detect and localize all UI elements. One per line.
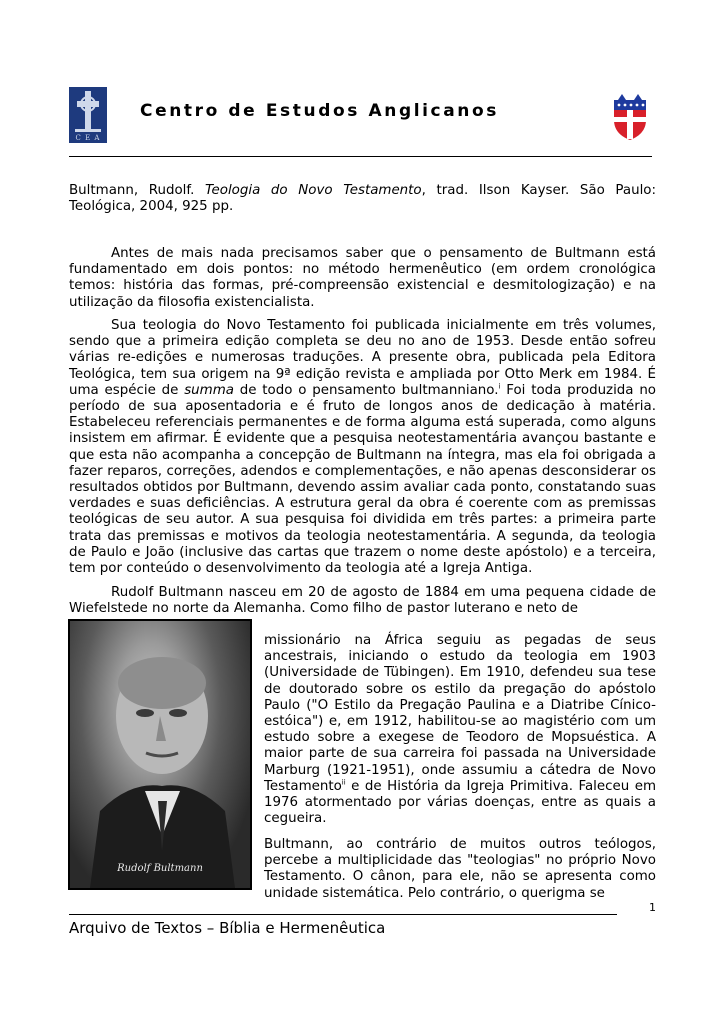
cea-logo: [69, 87, 107, 143]
endnote-marker-1: i: [498, 382, 501, 391]
paragraph-4-text: Bultmann, ao contrário de muitos outros teólogos, percebe a multiplicidade das "teologias" no próprio Novo Testamento. O cânon, para ele, não se apresenta como unidade sistemática. Pelo contrário, o querigma se: [264, 837, 656, 901]
portrait-caption: Rudolf Bultmann: [117, 863, 203, 874]
page-header-title: Centro de Estudos Anglicanos: [140, 101, 500, 121]
cross-horizontal-shape: [77, 101, 99, 107]
citation-book-title: Teologia do Novo Testamento: [205, 183, 422, 198]
paragraph-1: [69, 246, 656, 311]
paragraph-2-text-c: Foi toda produzida no período de sua aposentadoria e é fruto de longos anos de dedicação à matéria. Estabeleceu referenciais permanentes e de forma alguma está superada, como alguns insistem em afirmar. É evidente que a pesquisa neotestamentária avançou bastante e que esta não acompanha a concepção de Bultmann na íntegra, mas ela foi obrigada a fazer reparos, correções, adendos e complementações, e não apenas desconsiderar os resultados obtidos por Bultmann, devendo assim avaliar cada ponto, constatando suas verdades e suas deficiências. A estrutura geral da obra é coerente com as premissas teológicas de seu autor. A sua pesquisa foi dividida em três partes: a primeira parte trata das premissas e motivos da teologia neotestamentária. A segunda, da teologia de Paulo e João (inclusive das cartas que trazem o nome deste apóstolo) e a terceira, tem por conteúdo o desenvolvimento da teologia até a Igreja Antiga.: [69, 382, 656, 577]
paragraph-4: [264, 837, 656, 902]
paragraph-1-text: Antes de mais nada precisamos saber que o pensamento de Bultmann está fundamentado em dois pontos: no método hermenêutico (em ordem cronológica temos: história das formas, pré-compreensão existencial e desmitologização) e na utilização da filosofia existencialista.: [69, 246, 656, 310]
anglican-shield-icon: [612, 92, 648, 142]
cea-logo-text: C E A: [75, 134, 101, 142]
paragraph-3-text-b: e de História da Igreja Primitiva. Faleceu em 1976 atormentado por várias doenças, entre as quais a cegueira.: [264, 778, 656, 827]
cross-base-shape: [75, 129, 101, 132]
endnote-marker-2: ii: [341, 778, 346, 787]
bultmann-portrait: [68, 619, 252, 890]
paragraph-3-column: [264, 633, 656, 827]
page-number: 1: [649, 901, 656, 914]
book-citation: [69, 183, 656, 215]
paragraph-2: [69, 318, 656, 577]
citation-author: Bultmann, Rudolf.: [69, 183, 205, 198]
paragraph-2-text-a: Sua teologia do Novo Testamento foi publicada inicialmente em três volumes, sendo que a primeira edição completa se deu no ano de 1953. Desde então sofreu várias re-edições e numerosas traduções. A presente obra, publicada pela Editora Teológica, tem sua origem na 9ª edição revista e ampliada por Otto Merk em 1984. É uma espécie de: [69, 318, 656, 398]
paragraph-2-emphasis: summa: [184, 382, 234, 398]
header-divider: [69, 156, 652, 157]
paragraph-3-text-full: Rudolf Bultmann nasceu em 20 de agosto de 1884 em uma pequena cidade de Wiefelstede no norte da Alemanha. Como filho de pastor luterano e neto de: [69, 585, 656, 617]
paragraph-3: [69, 585, 656, 617]
cross-vertical-shape: [85, 91, 91, 131]
citation-details: , trad. Ilson Kayser. São Paulo: Teológica, 2004, 925 pp.: [69, 183, 656, 215]
portrait-figure-icon: [70, 621, 250, 888]
portrait-image: [70, 621, 250, 888]
paragraph-3-text-a: missionário na África seguiu as pegadas de seus ancestrais, iniciando o estudo da teologia em 1903 (Universidade de Tübingen). Em 1910, defendeu sua tese de doutorado sobre os estilo da pregação do apóstolo Paulo ("O Estilo da Pregação Paulina e a Diatribe Cínico-estóica") e, em 1912, habilitou-se ao magistério com um estudo sobre a exegese de Teodoro de Mopsuéstica. A maior parte de sua carreira foi passada na Universidade Marburg (1921-1951), onde assumiu a cátedra de Novo Testamento: [264, 633, 656, 794]
paragraph-2-text-b: de todo o pensamento bultmanniano.: [233, 382, 499, 398]
footer-divider: [69, 914, 617, 915]
footer-text: Arquivo de Textos – Bíblia e Hermenêutica: [69, 919, 386, 937]
